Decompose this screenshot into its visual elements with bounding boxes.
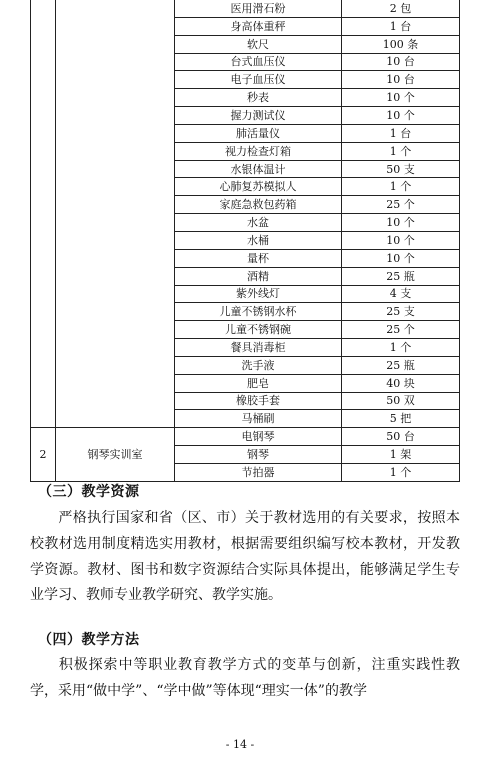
quantity-cell: 1 个 xyxy=(342,463,460,481)
quantity-cell: 40 块 xyxy=(342,374,460,392)
item-name-cell: 肺活量仪 xyxy=(175,124,342,142)
quantity-cell: 10 台 xyxy=(342,53,460,71)
quantity-cell: 10 个 xyxy=(342,249,460,267)
quantity-cell: 1 架 xyxy=(342,446,460,464)
item-name-cell: 握力测试仪 xyxy=(175,107,342,125)
quantity-cell: 1 个 xyxy=(342,339,460,357)
quantity-cell: 25 支 xyxy=(342,303,460,321)
item-name-cell: 酒精 xyxy=(175,267,342,285)
quantity-cell: 10 个 xyxy=(342,107,460,125)
item-name-cell: 水银体温计 xyxy=(175,160,342,178)
quantity-cell: 2 包 xyxy=(342,0,460,17)
room-cell xyxy=(56,0,175,428)
room-cell: 钢琴实训室 xyxy=(56,428,175,482)
row-number-cell: 2 xyxy=(31,428,56,482)
item-name-cell: 儿童不锈钢碗 xyxy=(175,321,342,339)
equipment-table xyxy=(30,0,460,482)
item-name-cell: 洗手液 xyxy=(175,356,342,374)
paragraph-teaching-resources xyxy=(30,506,460,609)
table-row xyxy=(31,0,460,17)
quantity-cell: 5 把 xyxy=(342,410,460,428)
quantity-cell: 1 个 xyxy=(342,142,460,160)
item-name-cell: 身高体重秤 xyxy=(175,17,342,35)
section-heading-teaching-methods: （四）教学方法 xyxy=(38,632,140,648)
quantity-cell: 1 台 xyxy=(342,17,460,35)
item-name-cell: 家庭急救包药箱 xyxy=(175,196,342,214)
quantity-cell: 100 条 xyxy=(342,35,460,53)
quantity-cell: 25 个 xyxy=(342,321,460,339)
quantity-cell: 25 瓶 xyxy=(342,356,460,374)
item-name-cell: 马桶刷 xyxy=(175,410,342,428)
item-name-cell: 水盆 xyxy=(175,214,342,232)
quantity-cell: 10 个 xyxy=(342,214,460,232)
quantity-cell: 50 台 xyxy=(342,428,460,446)
quantity-cell: 1 台 xyxy=(342,124,460,142)
quantity-cell: 10 台 xyxy=(342,71,460,89)
paragraph-text: 严格执行国家和省（区、市）关于教材选用的有关要求，按照本校教材选用制度精选实用教材，根据需要组织编写校本教材，开发教学资源。教材、图书和数字资源结合实际具体提出，能够满足学生专业学习、教师专业教学研究、教学实施。 xyxy=(30,510,460,604)
quantity-cell: 1 个 xyxy=(342,178,460,196)
quantity-cell: 10 个 xyxy=(342,89,460,107)
item-name-cell: 儿童不锈钢水杯 xyxy=(175,303,342,321)
item-name-cell: 餐具消毒柜 xyxy=(175,339,342,357)
section-heading-teaching-resources: （三）教学资源 xyxy=(38,484,140,500)
item-name-cell: 水桶 xyxy=(175,231,342,249)
quantity-cell: 50 支 xyxy=(342,160,460,178)
item-name-cell: 紫外线灯 xyxy=(175,285,342,303)
item-name-cell: 视力检查灯箱 xyxy=(175,142,342,160)
quantity-cell: 25 瓶 xyxy=(342,267,460,285)
quantity-cell: 50 双 xyxy=(342,392,460,410)
item-name-cell: 量杯 xyxy=(175,249,342,267)
page-number: - 14 - xyxy=(225,738,255,751)
item-name-cell: 肥皂 xyxy=(175,374,342,392)
quantity-cell: 25 个 xyxy=(342,196,460,214)
item-name-cell: 医用滑石粉 xyxy=(175,0,342,17)
item-name-cell: 橡胶手套 xyxy=(175,392,342,410)
item-name-cell: 秒表 xyxy=(175,89,342,107)
quantity-cell: 10 个 xyxy=(342,231,460,249)
item-name-cell: 电钢琴 xyxy=(175,428,342,446)
item-name-cell: 节拍器 xyxy=(175,463,342,481)
item-name-cell: 钢琴 xyxy=(175,446,342,464)
row-number-cell xyxy=(31,0,56,428)
quantity-cell: 4 支 xyxy=(342,285,460,303)
item-name-cell: 电子血压仪 xyxy=(175,71,342,89)
item-name-cell: 心肺复苏模拟人 xyxy=(175,178,342,196)
paragraph-text: 积极探索中等职业教育教学方式的变革与创新，注重实践性教学，采用“做中学”、“学中做”等体现“理实一体”的教学 xyxy=(30,657,460,699)
table-row xyxy=(31,428,460,446)
item-name-cell: 台式血压仪 xyxy=(175,53,342,71)
item-name-cell: 软尺 xyxy=(175,35,342,53)
paragraph-teaching-methods xyxy=(30,653,460,705)
